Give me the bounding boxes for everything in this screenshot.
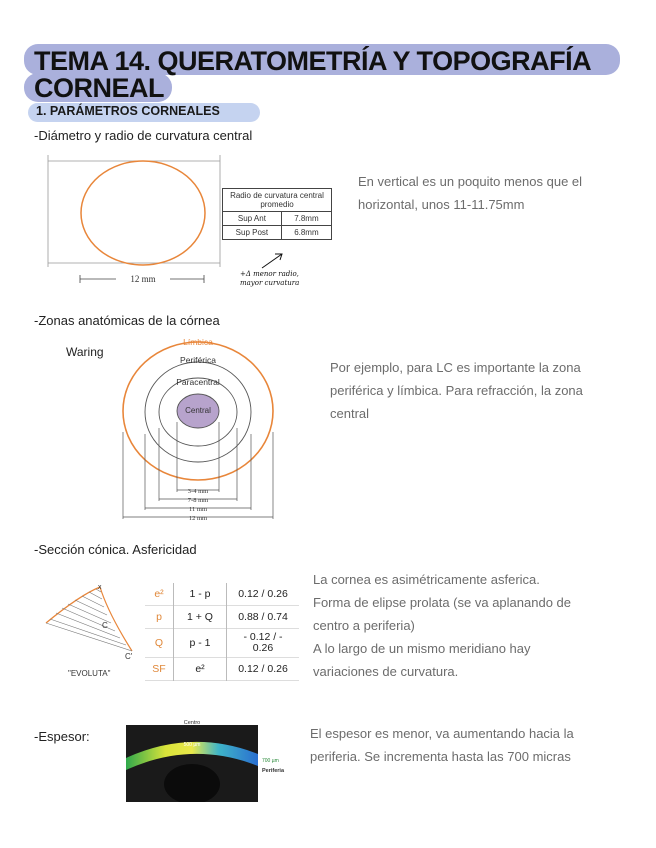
oct-thickness-image (126, 718, 290, 802)
dim-label: 11 mm (189, 506, 207, 513)
zonas-note: Por ejemplo, para LC es importante la zona periférica y límbica. Para refracción, la zona central (330, 360, 583, 421)
table-cell: Sup Post (223, 226, 282, 240)
normal-lines (46, 589, 132, 651)
periferica-label: Periférica (180, 355, 216, 365)
table-cell: Sup Ant (223, 212, 282, 226)
band-label: 500 µm (183, 742, 201, 748)
table-cell: 7.8mm (281, 212, 331, 226)
limbica-label: Límbica (183, 337, 213, 347)
evoluta-diagram (40, 583, 140, 659)
table-row (145, 583, 299, 606)
table-cell: 0.88 / 0.74 (238, 610, 288, 623)
section-title: 1. PARÁMETROS CORNEALES (36, 104, 220, 118)
curvature-table (222, 188, 332, 240)
evoluta-label: "EVOLUTA" (68, 669, 111, 678)
table-row (223, 212, 332, 226)
note-line: La cornea es asimétricamente asferica. (313, 572, 540, 587)
note-line: A lo largo de un mismo meridiano hay (313, 641, 531, 656)
table-cell: 0.12 / 0.26 (238, 662, 288, 675)
espesor-note: El espesor es menor, va aumentando hacia la periferia. Se incrementa hasta las 700 micras (310, 726, 574, 764)
table-cell: - 0.12 / - 0.26 (243, 631, 283, 654)
note-line: variaciones de curvatura. (313, 664, 459, 679)
handwritten-arrow (258, 250, 288, 272)
dimension-label: 12 mm (130, 274, 156, 284)
point-c-label: C (102, 621, 108, 630)
note-line: centro a periferia) (313, 618, 415, 633)
curvature-table-header: Radio de curvatura central promedio (223, 189, 332, 212)
diametro-heading: -Diámetro y radio de curvatura central (34, 128, 253, 143)
evoluta-curve (46, 587, 100, 623)
conic-table (145, 583, 299, 681)
zonas-heading: -Zonas anatómicas de la córnea (34, 313, 220, 328)
seccion-note (313, 568, 613, 683)
table-cell: e² (174, 658, 227, 681)
table-cell: p - 1 (174, 629, 227, 658)
note-line: Forma de elipse prolata (se va aplanando de (313, 595, 571, 610)
cornea-ellipse (81, 161, 205, 265)
table-cell: SF (145, 658, 174, 681)
cornea-ellipse-diagram (44, 155, 224, 290)
central-label: Central (185, 406, 211, 415)
table-cell: 1 + Q (174, 606, 227, 629)
center-label: Centro (183, 720, 201, 726)
table-cell: 6.8mm (281, 226, 331, 240)
point-x-label: x (98, 584, 102, 591)
diametro-note: En vertical es un poquito menos que el horizontal, unos 11-11.75mm (358, 174, 583, 212)
seccion-heading: -Sección cónica. Asfericidad (34, 542, 197, 557)
table-row (145, 606, 299, 629)
table-row (145, 658, 299, 681)
page-title-line-2: CORNEAL (34, 73, 164, 103)
table-row (145, 629, 299, 658)
paracentral-label: Paracentral (176, 377, 220, 387)
table-cell: 0.12 / 0.26 (238, 587, 288, 600)
table-cell: e² (145, 583, 174, 606)
corneal-zones-diagram (118, 334, 283, 526)
dimension-guides (123, 422, 273, 519)
waring-label: Waring (66, 345, 104, 359)
arrow-line (262, 254, 282, 268)
handwritten-note: +Δ menor radio, mayor curvatura (240, 270, 300, 287)
right-um-label: 700 µm (262, 758, 279, 764)
table-cell: Q (145, 629, 174, 658)
dim-label: 3-4 mm (187, 488, 209, 495)
table-row (223, 226, 332, 240)
page-title-line-1: TEMA 14. QUERATOMETRÍA Y TOPOGRAFÍA (34, 46, 592, 76)
periferia-label: Periferia (262, 768, 285, 774)
table-cell: 1 - p (174, 583, 227, 606)
dim-label: 12 mm (188, 515, 208, 522)
dim-label: 7-8 mm (187, 497, 209, 504)
espesor-heading: -Espesor: (34, 729, 90, 744)
point-c2-label: C' (125, 652, 133, 659)
table-cell: p (145, 606, 174, 629)
